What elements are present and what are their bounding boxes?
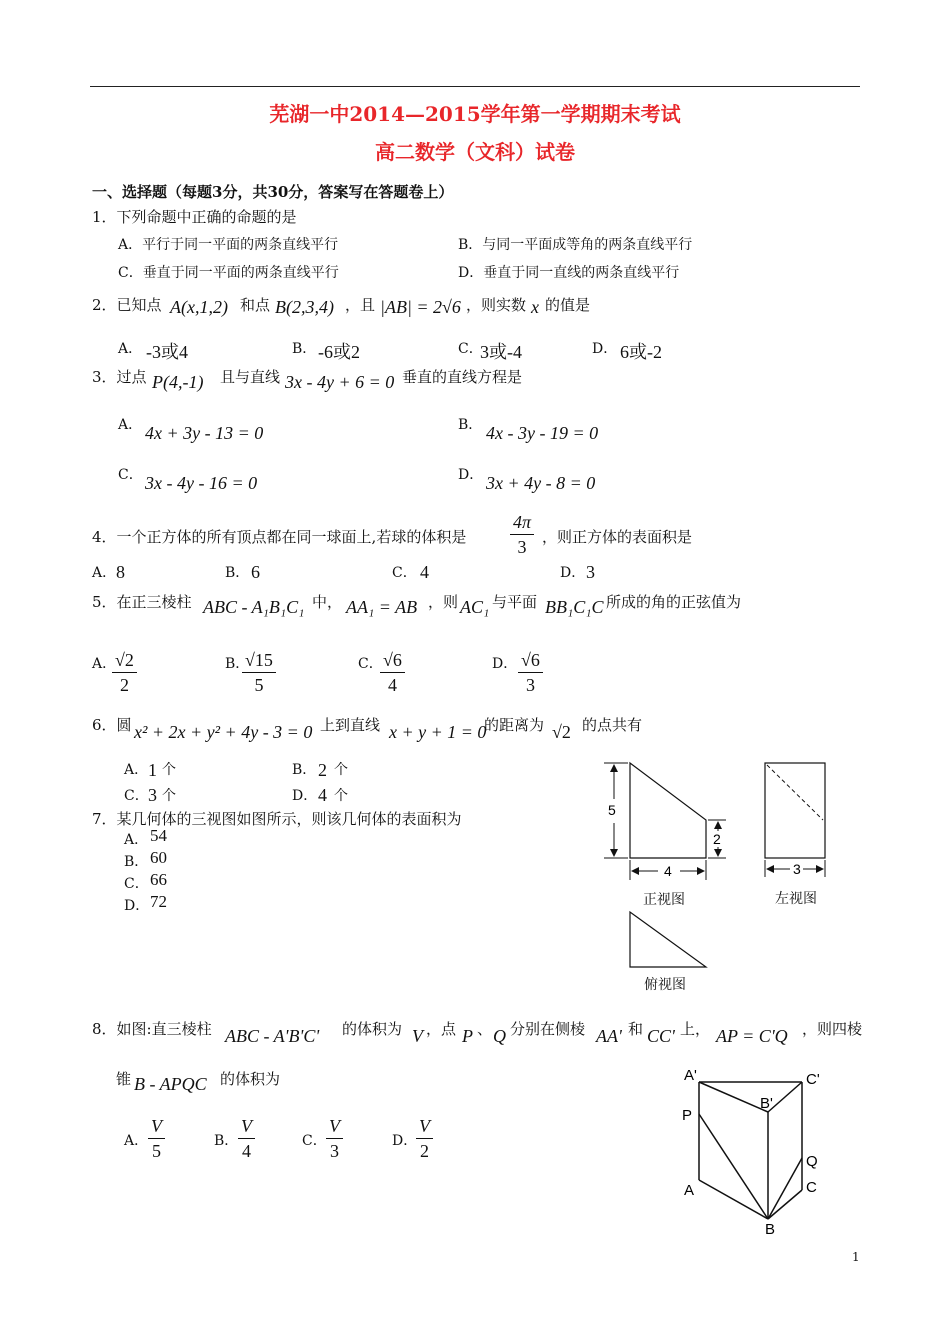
q8-option-d-fraction xyxy=(416,1114,433,1163)
q4-option-b-value: 6 xyxy=(251,562,260,582)
q6-text4: 的点共有 xyxy=(582,716,643,734)
q4-option-a-label: A． xyxy=(92,565,117,581)
q4-fraction-numerator: 4π xyxy=(510,510,534,535)
q8-edge-cc: CC' xyxy=(647,1026,675,1046)
front-view-shape xyxy=(630,763,706,858)
q5-text3: ，则 xyxy=(428,593,459,611)
q6-option-a-value: 1 xyxy=(148,760,157,780)
side-view-shape xyxy=(765,763,825,858)
q3-option-a-value: 4x + 3y - 13 = 0 xyxy=(145,423,264,443)
q4-text1: 4．一个正方体的所有顶点都在同一球面上,若球的体积是 xyxy=(92,528,467,546)
q1-stem: 1．下列命题中正确的命题的是 xyxy=(92,208,297,226)
q2-text4: ，则实数 xyxy=(466,296,527,314)
q2-text1: 2．已知点 xyxy=(92,296,162,314)
q8-point-p: P xyxy=(462,1026,473,1046)
q3-option-c-value: 3x - 4y - 16 = 0 xyxy=(145,473,258,493)
three-views-figure xyxy=(598,755,838,1000)
q8-separator: 、 xyxy=(477,1020,493,1038)
exam-subtitle: 高二数学（文科）试卷 xyxy=(375,140,575,164)
q7-stem: 7．某几何体的三视图如图所示，则该几何体的表面积为 xyxy=(92,810,462,828)
q6-option-b-unit: 个 xyxy=(334,762,348,778)
vertex-label-b1: B' xyxy=(760,1095,773,1112)
q2-option-d-value: 6或-2 xyxy=(620,342,662,362)
q5-option-a-label: A． xyxy=(92,656,117,672)
top-view-shape xyxy=(630,912,706,967)
q3-line: 3x - 4y + 6 = 0 xyxy=(285,372,395,392)
page-number: 1 xyxy=(852,1250,860,1264)
q5-option-d-denominator: 3 xyxy=(525,675,535,695)
q8-point-q: Q xyxy=(493,1026,506,1046)
q5-option-b-fraction xyxy=(242,648,276,697)
q5-text1: 5．在正三棱柱 xyxy=(92,593,192,611)
q4-volume-fraction xyxy=(510,510,534,559)
q3-option-b-value: 4x - 3y - 19 = 0 xyxy=(486,423,599,443)
header-rule xyxy=(90,86,860,87)
q5-option-a-fraction xyxy=(112,648,137,697)
q6-option-a-unit: 个 xyxy=(162,762,176,778)
q8-text9: 的体积为 xyxy=(220,1070,281,1088)
q3-option-c-label: C． xyxy=(118,467,143,483)
dim-label-2: 2 xyxy=(713,831,721,847)
q8-text6: 上， xyxy=(680,1020,711,1038)
q8-option-b-denominator: 4 xyxy=(242,1141,251,1161)
q4-option-d-label: D． xyxy=(560,565,586,581)
q7-option-b-label: B． xyxy=(124,854,149,870)
q2-option-c-value: 3或-4 xyxy=(480,342,522,362)
q2-option-c-label: C． xyxy=(458,341,483,357)
side-view-hidden-edge xyxy=(767,765,823,820)
q6-option-c-value: 3 xyxy=(148,785,157,805)
vertex-label-q: Q xyxy=(806,1153,818,1170)
q5-option-a-denominator: 2 xyxy=(119,675,129,695)
q8-condition: AP = C'Q xyxy=(716,1026,788,1046)
q5-option-c-numerator: √6 xyxy=(380,648,405,673)
q7-option-c-label: C． xyxy=(124,876,149,892)
q2-text3: ，且 xyxy=(345,296,376,314)
q7-option-b-value: 60 xyxy=(150,848,167,867)
q2-text5: 的值是 xyxy=(545,296,591,314)
q5-option-c-fraction xyxy=(380,648,405,697)
q5-option-c-denominator: 4 xyxy=(387,675,397,695)
q4-option-c-label: C． xyxy=(392,565,417,581)
q8-text3: ，点 xyxy=(426,1020,457,1038)
q8-option-a-label: A． xyxy=(124,1133,149,1149)
q6-option-b-value: 2 xyxy=(318,760,327,780)
q2-text2: 和点 xyxy=(240,296,271,314)
q5-option-a-numerator: √2 xyxy=(112,648,137,673)
vertex-label-c1: C' xyxy=(806,1071,820,1088)
q8-edge-aa: AA' xyxy=(596,1026,622,1046)
q5-line: AC₁ xyxy=(460,597,490,617)
q1-option-a: A．平行于同一平面的两条直线平行 xyxy=(118,237,339,253)
q5-text5: 所成的角的正弦值为 xyxy=(606,593,742,611)
prism-figure xyxy=(672,1066,832,1238)
q8-option-a-fraction xyxy=(148,1114,165,1163)
q7-option-d-label: D． xyxy=(124,898,150,914)
q6-line: x + y + 1 = 0 xyxy=(389,722,487,742)
q2-option-a-value: -3或4 xyxy=(146,342,188,362)
q2-point-a: A(x,1,2) xyxy=(170,297,228,317)
q8-volume: V xyxy=(412,1026,423,1046)
q8-prism: ABC - A'B'C' xyxy=(225,1026,320,1046)
q5-option-b-denominator: 5 xyxy=(254,675,264,695)
q3-option-a-label: A． xyxy=(118,417,143,433)
q8-option-c-fraction xyxy=(326,1114,343,1163)
section-heading: 一、选择题（每题3分，共30分，答案写在答题卷上） xyxy=(92,183,454,201)
q2-point-b: B(2,3,4) xyxy=(275,297,334,317)
q1-option-d: D．垂直于同一直线的两条直线平行 xyxy=(458,265,680,281)
q3-option-b-label: B． xyxy=(458,417,483,433)
q6-text1: 6．圆 xyxy=(92,716,132,734)
q8-option-a-denominator: 5 xyxy=(152,1141,161,1161)
exam-title: 芜湖一中2014—2015学年第一学期期末考试 xyxy=(269,102,681,126)
side-view-caption: 左视图 xyxy=(775,891,817,907)
q8-text1: 8．如图:直三棱柱 xyxy=(92,1020,212,1038)
q8-option-c-label: C． xyxy=(302,1133,327,1149)
q7-option-a-value: 54 xyxy=(150,826,167,845)
q8-option-d-numerator: V xyxy=(416,1114,433,1139)
q7-option-c-value: 66 xyxy=(150,870,167,889)
q5-plane: BB₁C₁C xyxy=(545,597,604,617)
q8-text8: 锥 xyxy=(116,1070,132,1088)
q5-option-b-label: B． xyxy=(225,656,250,672)
q3-text1: 3．过点 xyxy=(92,368,147,386)
q8-option-c-numerator: V xyxy=(326,1114,343,1139)
q7-option-d-value: 72 xyxy=(150,892,167,911)
q6-option-a-label: A． xyxy=(124,762,149,778)
q4-option-b-label: B． xyxy=(225,565,250,581)
q7-option-a-label: A． xyxy=(124,832,149,848)
q3-option-d-value: 3x + 4y - 8 = 0 xyxy=(486,473,596,493)
q6-option-d-value: 4 xyxy=(318,785,327,805)
q4-text2: ，则正方体的表面积是 xyxy=(542,528,693,546)
q6-option-d-label: D． xyxy=(292,788,318,804)
q2-condition: |AB| = 2√6 xyxy=(380,297,461,317)
q3-option-d-label: D． xyxy=(458,467,484,483)
q6-option-c-unit: 个 xyxy=(162,788,176,804)
vertex-label-p: P xyxy=(682,1107,693,1124)
q5-prism: ABC - A₁B₁C₁ xyxy=(203,597,305,617)
q8-option-d-denominator: 2 xyxy=(420,1141,429,1161)
q8-option-c-denominator: 3 xyxy=(330,1141,339,1161)
q8-option-d-label: D． xyxy=(392,1133,418,1149)
q5-text4: 与平面 xyxy=(492,593,538,611)
q6-option-c-label: C． xyxy=(124,788,149,804)
q2-variable: x xyxy=(531,297,539,317)
q4-option-a-value: 8 xyxy=(116,562,125,582)
q1-option-b: B．与同一平面成等角的两条直线平行 xyxy=(458,237,693,253)
q2-option-a-label: A． xyxy=(118,341,143,357)
q5-option-b-numerator: √15 xyxy=(242,648,276,673)
q3-text3: 垂直的直线方程是 xyxy=(402,368,523,386)
q5-option-d-numerator: √6 xyxy=(518,648,543,673)
vertex-label-a: A xyxy=(684,1182,695,1199)
q4-fraction-denominator: 3 xyxy=(517,537,527,557)
q6-option-d-unit: 个 xyxy=(334,788,348,804)
q5-text2: 中， xyxy=(312,593,343,611)
q8-option-a-numerator: V xyxy=(148,1114,165,1139)
q8-pyramid: B - APQC xyxy=(134,1074,207,1094)
q8-text2: 的体积为 xyxy=(342,1020,403,1038)
q6-text2: 上到直线 xyxy=(320,716,381,734)
vertex-label-b: B xyxy=(765,1221,776,1238)
front-view-caption: 正视图 xyxy=(643,892,685,908)
q2-option-b-label: B． xyxy=(292,341,317,357)
q5-option-c-label: C． xyxy=(358,656,383,672)
q8-text5: 和 xyxy=(628,1020,644,1038)
top-view-caption: 俯视图 xyxy=(644,977,686,993)
q8-text4: 分别在侧棱 xyxy=(510,1020,586,1038)
q3-text2: 且与直线 xyxy=(220,368,281,386)
vertex-label-c: C xyxy=(806,1179,817,1196)
dim-label-4: 4 xyxy=(664,863,672,879)
q4-option-c-value: 4 xyxy=(420,562,429,582)
q2-option-d-label: D． xyxy=(592,341,618,357)
q8-option-b-numerator: V xyxy=(238,1114,255,1139)
q5-option-d-fraction xyxy=(518,648,543,697)
q6-option-b-label: B． xyxy=(292,762,317,778)
vertex-label-a1: A' xyxy=(684,1067,697,1084)
q5-condition: AA₁ = AB xyxy=(346,597,418,617)
q1-option-c: C．垂直于同一平面的两条直线平行 xyxy=(118,265,339,281)
q2-option-b-value: -6或2 xyxy=(318,342,360,362)
q6-text3: 的距离为 xyxy=(484,716,545,734)
q5-option-d-label: D． xyxy=(492,656,518,672)
q8-text7: ，则四棱 xyxy=(802,1020,863,1038)
dim-label-5: 5 xyxy=(608,802,616,818)
q8-option-b-fraction xyxy=(238,1114,255,1163)
q6-distance: √2 xyxy=(552,722,571,742)
q6-circle: x² + 2x + y² + 4y - 3 = 0 xyxy=(134,722,313,742)
dim-label-3: 3 xyxy=(793,861,801,877)
q3-point: P(4,-1) xyxy=(152,372,204,392)
q4-option-d-value: 3 xyxy=(586,562,595,582)
q8-option-b-label: B． xyxy=(214,1133,239,1149)
